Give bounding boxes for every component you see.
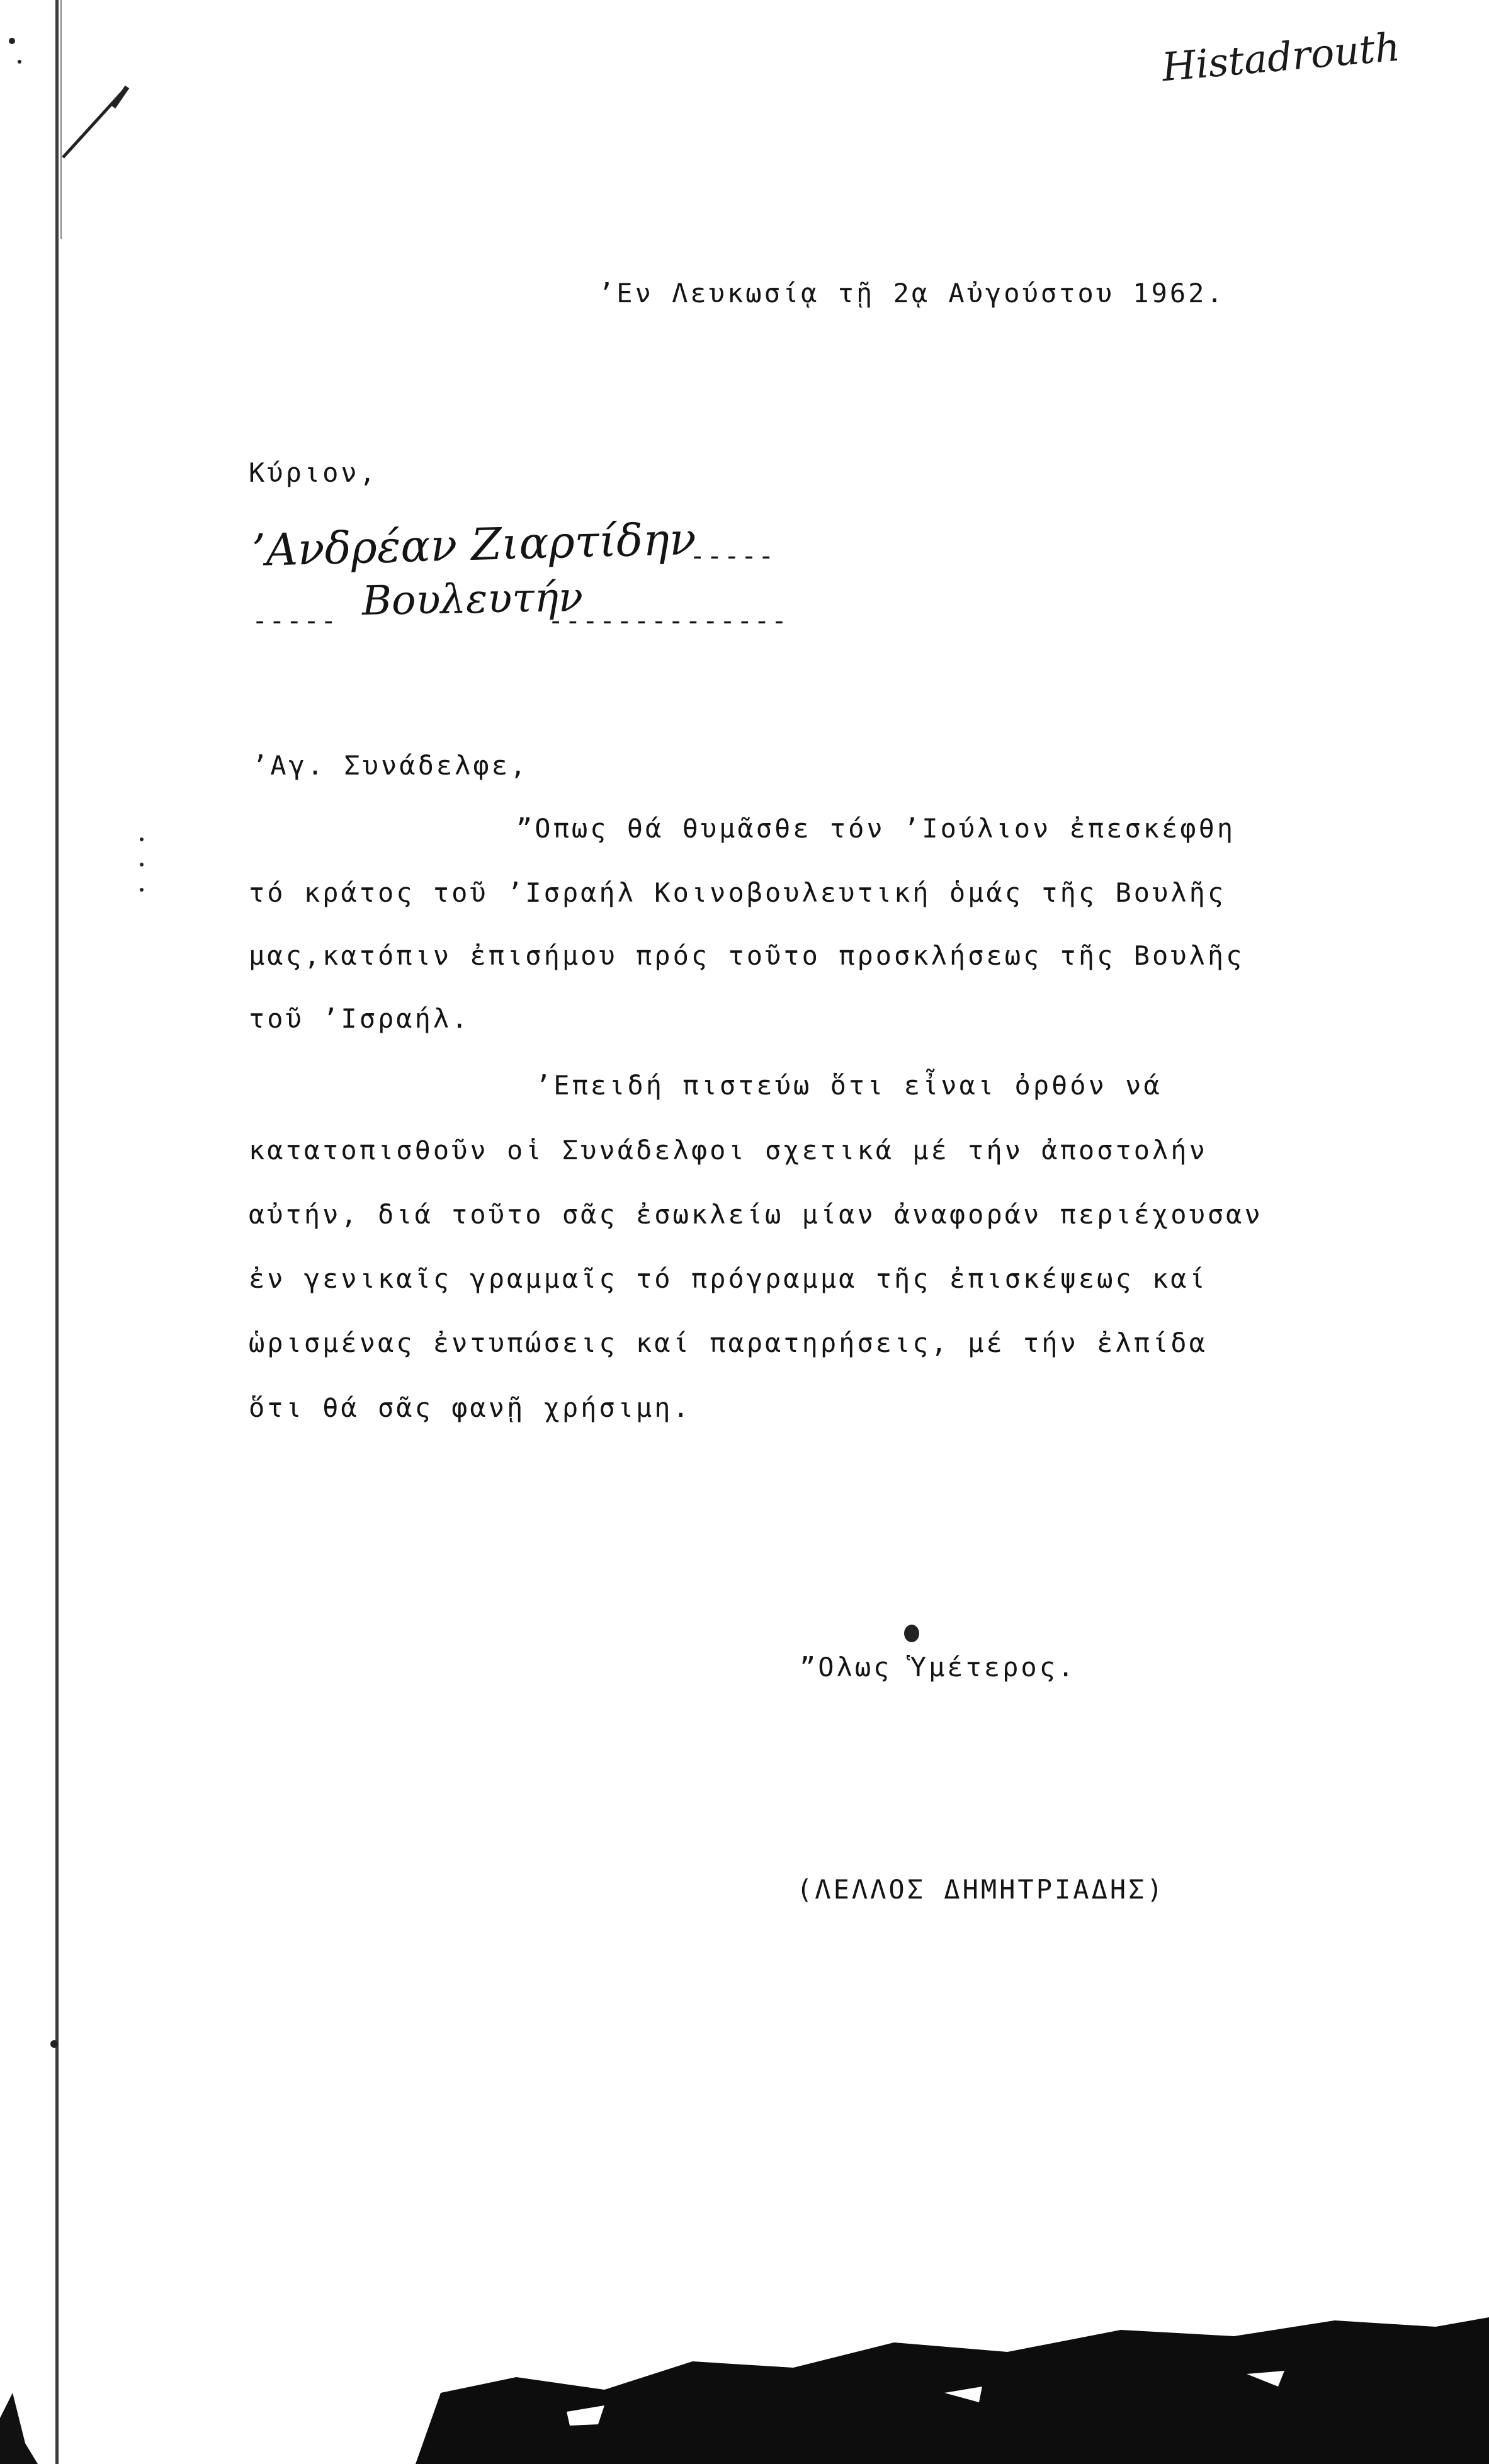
body-line: μας,κατόπιν ἐπισήμου πρός τοῦτο προσκλήσεως τῆς Βουλῆς bbox=[249, 940, 1245, 971]
closing: ˮΟλως Ὑμέτερος. bbox=[800, 1652, 1077, 1683]
recipient-salutation: Κύριον, bbox=[249, 457, 378, 488]
body-line: ὡρισμένας ἐντυπώσεις καί παρατηρήσεις, μέ τήν ἐλπίδα bbox=[249, 1327, 1208, 1358]
scan-speck bbox=[18, 60, 21, 64]
recipient-name-underline: ----- bbox=[689, 540, 776, 571]
scan-speck bbox=[140, 837, 144, 841]
body-line: αὐτήν, διά τοῦτο σᾶς ἐσωκλείω μίαν ἀναφοράν περιέχουσαν bbox=[249, 1199, 1263, 1230]
scan-edge bbox=[55, 0, 59, 2464]
recipient-title-leading-dashes: ----- bbox=[252, 605, 338, 636]
date-line: ’Εν Λευκωσίᾳ τῇ 2ᾳ Αὐγούστου 1962. bbox=[598, 278, 1225, 309]
body-line: τοῦ ’Ισραήλ. bbox=[249, 1003, 470, 1034]
scan-speck bbox=[140, 863, 144, 866]
body-line: ’Επειδή πιστεύω ὅτι εἶναι ὀρθόν νά bbox=[535, 1070, 1162, 1101]
signatory: (ΛΕΛΛΟΣ ΔΗΜΗΤΡΙΑΔΗΣ) bbox=[796, 1874, 1165, 1905]
scan-speck bbox=[140, 888, 144, 892]
body-line: ἐν γενικαῖς γραμμαῖς τό πρόγραμμα τῆς ἐπισκέψεως καί bbox=[249, 1263, 1208, 1294]
recipient-title: Βουλευτήν bbox=[361, 574, 584, 625]
recipient-name: ’Ανδρέαν Ζιαρτίδην bbox=[251, 513, 697, 577]
scan-speck bbox=[9, 38, 15, 44]
recipient-title-trailing-dashes: -------------- bbox=[548, 605, 789, 636]
margin-note: Histadrouth bbox=[1160, 23, 1402, 91]
scan-speck bbox=[904, 1625, 919, 1642]
pen-stroke bbox=[57, 82, 132, 164]
body-line: κατατοπισθοῦν οἱ Συνάδελφοι σχετικά μέ τήν ἀποστολήν bbox=[249, 1135, 1208, 1166]
body-line: τό κράτος τοῦ ’Ισραήλ Κοινοβουλευτική ὁμάς τῆς Βουλῆς bbox=[249, 877, 1226, 908]
body-line: ὅτι θά σᾶς φανῇ χρήσιμη. bbox=[249, 1392, 691, 1423]
scan-speck bbox=[50, 2040, 58, 2048]
scan-ink-smudge bbox=[0, 2317, 1489, 2464]
greeting: ’Αγ. Συνάδελφε, bbox=[252, 750, 529, 781]
body-line: ˮΟπως θά θυμᾶσθε τόν ’Ιούλιον ἐπεσκέφθη bbox=[516, 813, 1236, 844]
